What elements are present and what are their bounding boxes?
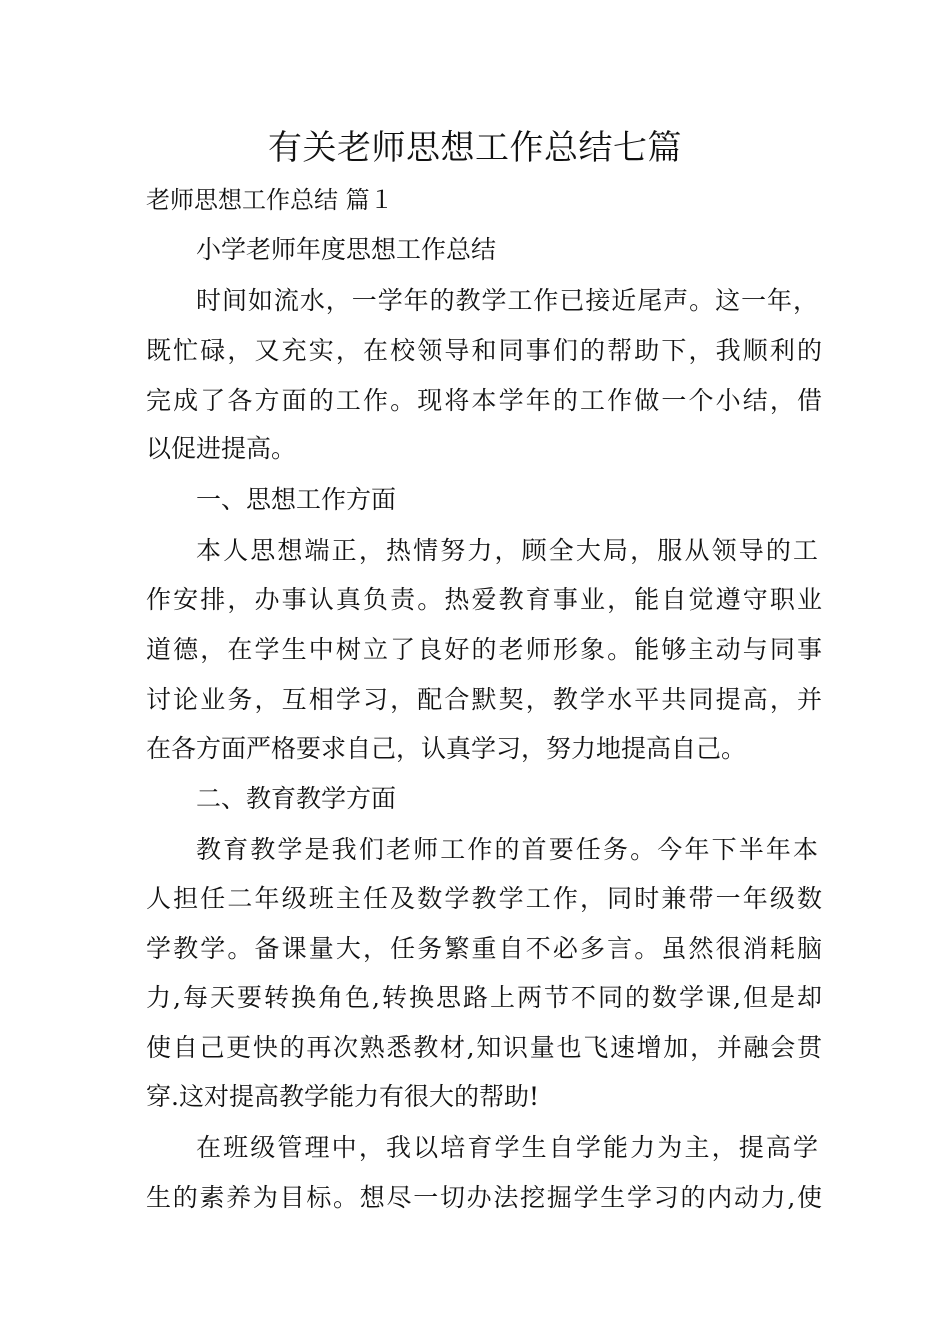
- paragraph-line: 使自己更快的再次熟悉教材,知识量也飞速增加，并融会贯: [146, 1033, 822, 1062]
- paragraph-line: 既忙碌，又充实，在校领导和同事们的帮助下，我顺利的: [146, 336, 822, 365]
- paragraph-line: 生的素养为目标。想尽一切办法挖掘学生学习的内动力,使: [146, 1183, 822, 1212]
- paragraph-line: 在班级管理中，我以培育学生自学能力为主，提高学: [196, 1133, 818, 1162]
- paragraph-line: 在各方面严格要求自己，认真学习，努力地提高自己。: [146, 734, 747, 763]
- paragraph-line: 本人思想端正，热情努力，顾全大局，服从领导的工: [196, 536, 818, 565]
- paragraph-line: 道德，在学生中树立了良好的老师形象。能够主动与同事: [146, 635, 822, 664]
- section-heading: 老师思想工作总结 篇１: [146, 186, 394, 214]
- paragraph-line: 学教学。备课量大，任务繁重自不必多言。虽然很消耗脑: [146, 934, 822, 963]
- paragraph-line: 完成了各方面的工作。现将本学年的工作做一个小结，借: [146, 386, 822, 415]
- paragraph-line: 作安排，办事认真负责。热爱教育事业，能自觉遵守职业: [146, 585, 822, 614]
- paragraph-line: 教育教学是我们老师工作的首要任务。今年下半年本: [196, 835, 818, 864]
- section-heading-thought: 一、思想工作方面: [196, 485, 397, 514]
- subtitle-line: 小学老师年度思想工作总结: [196, 235, 497, 264]
- paragraph-line: 力,每天要转换角色,转换思路上两节不同的数学课,但是却: [146, 983, 822, 1012]
- paragraph-line: 时间如流水，一学年的教学工作已接近尾声。这一年，: [196, 286, 818, 315]
- paragraph-line: 以促进提高。: [146, 434, 297, 463]
- paragraph-line: 讨论业务，互相学习，配合默契，教学水平共同提高，并: [146, 685, 822, 714]
- paragraph-line: 人担任二年级班主任及数学教学工作，同时兼带一年级数: [146, 884, 822, 913]
- section-heading-teaching: 二、教育教学方面: [196, 784, 397, 813]
- paragraph-line: 穿.这对提高教学能力有很大的帮助!: [146, 1082, 539, 1111]
- document-title: 有关老师思想工作总结七篇: [268, 128, 682, 168]
